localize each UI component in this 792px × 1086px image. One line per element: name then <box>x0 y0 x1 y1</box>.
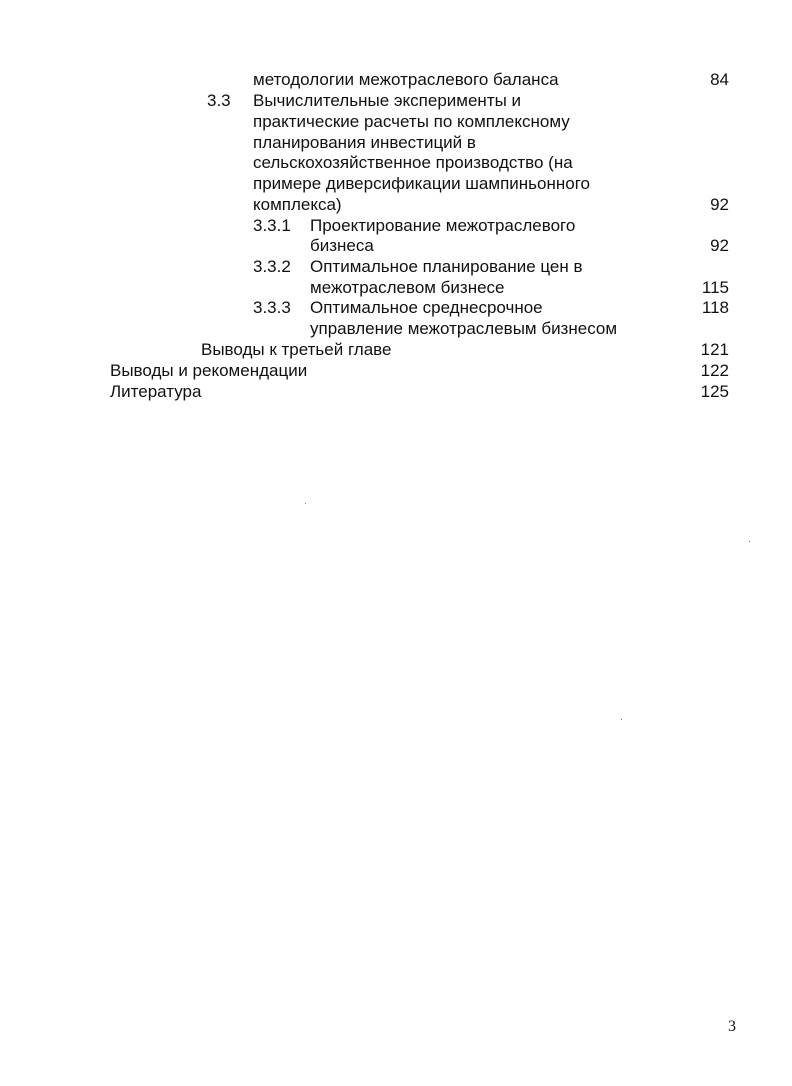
toc-entry-literature: Литература <box>110 382 202 401</box>
scan-speck <box>749 541 750 542</box>
toc-entry-line: межотраслевом бизнесе <box>310 278 505 297</box>
toc-page-number: 92 <box>710 236 729 255</box>
toc-page-number: 92 <box>710 195 729 214</box>
toc-entry-conclusions-chapter: Выводы к третьей главе <box>201 340 392 359</box>
toc-entry-line: управление межотраслевым бизнесом <box>310 319 618 338</box>
toc-entry-line: Оптимальное среднесрочное <box>310 298 543 317</box>
toc-entry-line: сельскохозяйственное производство (на <box>253 153 573 172</box>
toc-section-number: 3.3 <box>207 91 231 110</box>
toc-entry-line: Проектирование межотраслевого <box>310 216 576 235</box>
toc-entry-line: примере диверсификации шампиньонного <box>253 174 590 193</box>
toc-entry-line: комплекса) <box>253 195 342 214</box>
scan-speck <box>305 503 306 504</box>
toc-page-number: 125 <box>700 382 729 401</box>
toc-entry-line: планирования инвестиций в <box>253 133 476 152</box>
toc-entry-line: практические расчеты по комплексному <box>253 112 570 131</box>
toc-page-number: 84 <box>710 70 729 89</box>
toc-entry-line: Оптимальное планирование цен в <box>310 257 583 276</box>
scan-speck <box>621 719 622 720</box>
toc-entry-conclusions: Выводы и рекомендации <box>110 361 308 380</box>
toc-page-number: 122 <box>700 361 729 380</box>
toc-page-number: 121 <box>700 340 729 359</box>
toc-page-number: 115 <box>701 278 729 297</box>
toc-subsection-number: 3.3.2 <box>253 257 291 276</box>
toc-subsection-number: 3.3.1 <box>253 216 291 235</box>
toc-page-number: 118 <box>701 298 729 317</box>
toc-entry-continuation: методологии межотраслевого баланса <box>253 70 559 89</box>
toc-subsection-number: 3.3.3 <box>253 298 291 317</box>
page-number: 3 <box>728 1018 736 1035</box>
toc-entry-line: Вычислительные эксперименты и <box>253 91 522 110</box>
toc-entry-line: бизнеса <box>310 236 374 255</box>
